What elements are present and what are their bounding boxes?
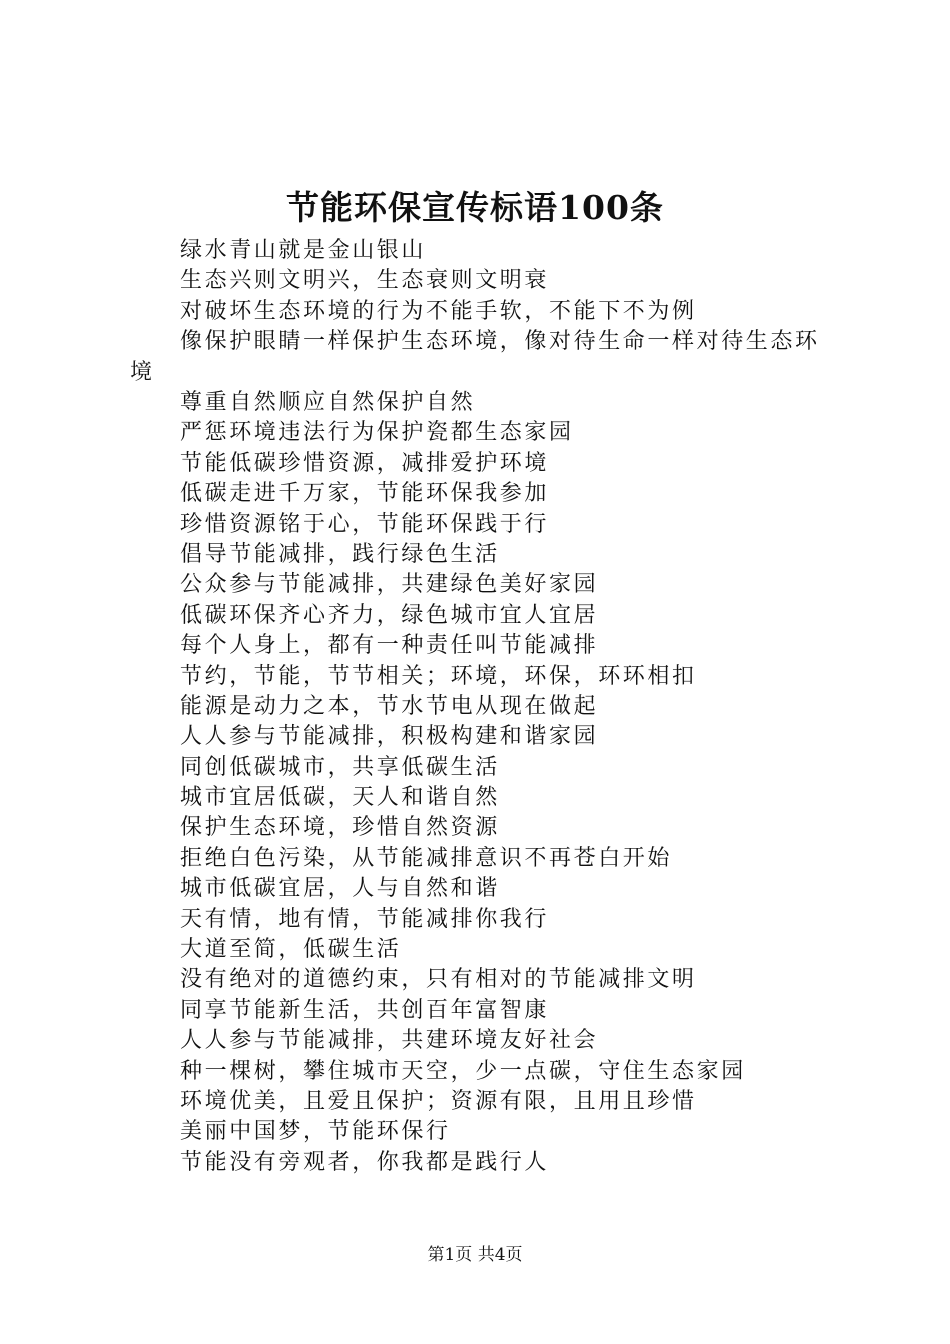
slogan-line: 公众参与节能减排，共建绿色美好家园 — [180, 572, 599, 598]
slogan-line: 拒绝白色污染，从节能减排意识不再苍白开始 — [180, 845, 673, 871]
slogan-line: 天有情，地有情，节能减排你我行 — [180, 906, 550, 932]
slogan-line: 能源是动力之本，节水节电从现在做起 — [180, 693, 599, 719]
slogan-line: 绿水青山就是金山银山 — [180, 238, 427, 263]
slogan-line: 节约，节能，节节相关；环境，环保，环环相扣 — [180, 663, 697, 689]
slogan-line: 同享节能新生活，共创百年富智康 — [180, 997, 550, 1023]
slogan-line: 环境优美，且爱且保护；资源有限，且用且珍惜 — [180, 1088, 697, 1114]
slogan-line: 保护生态环境，珍惜自然资源 — [180, 815, 500, 841]
slogan-line: 对破坏生态环境的行为不能手软，不能下不为例 — [180, 298, 697, 324]
slogan-line: 美丽中国梦，节能环保行 — [180, 1119, 451, 1145]
slogan-line: 像保护眼睛一样保护生态环境，像对待生命一样对待生态环境 — [130, 329, 820, 385]
document-title: 节能环保宣传标语100条 — [286, 188, 664, 227]
slogan-line: 节能低碳珍惜资源，减排爱护环境 — [180, 450, 550, 476]
slogan-line: 大道至简，低碳生活 — [180, 937, 402, 963]
slogan-line: 严惩环境违法行为保护瓷都生态家园 — [180, 420, 574, 446]
slogan-line: 种一棵树，攀住城市天空，少一点碳，守住生态家园 — [180, 1058, 746, 1084]
slogan-line: 节能没有旁观者，你我都是践行人 — [180, 1149, 550, 1175]
slogan-line: 同创低碳城市，共享低碳生活 — [180, 754, 500, 780]
slogan-line: 城市宜居低碳，天人和谐自然 — [180, 785, 500, 811]
slogan-line: 低碳环保齐心齐力，绿色城市宜人宜居 — [180, 602, 599, 628]
slogan-line: 倡导节能减排，践行绿色生活 — [180, 541, 500, 567]
slogan-line: 人人参与节能减排，共建环境友好社会 — [180, 1028, 599, 1054]
slogan-line: 没有绝对的道德约束，只有相对的节能减排文明 — [180, 967, 697, 993]
page-number-footer: 第1页 共4页 — [427, 1245, 523, 1265]
slogan-line: 尊重自然顺应自然保护自然 — [180, 389, 476, 415]
slogan-line: 人人参与节能减排，积极构建和谐家园 — [180, 724, 599, 750]
document-body — [130, 236, 835, 1178]
slogan-line: 生态兴则文明兴，生态衰则文明衰 — [180, 268, 550, 294]
slogan-line: 低碳走进千万家，节能环保我参加 — [180, 481, 550, 507]
slogan-line: 城市低碳宜居，人与自然和谐 — [180, 876, 500, 902]
slogan-line: 珍惜资源铭于心，节能环保践于行 — [180, 511, 550, 537]
slogan-line: 每个人身上，都有一种责任叫节能减排 — [180, 633, 599, 659]
